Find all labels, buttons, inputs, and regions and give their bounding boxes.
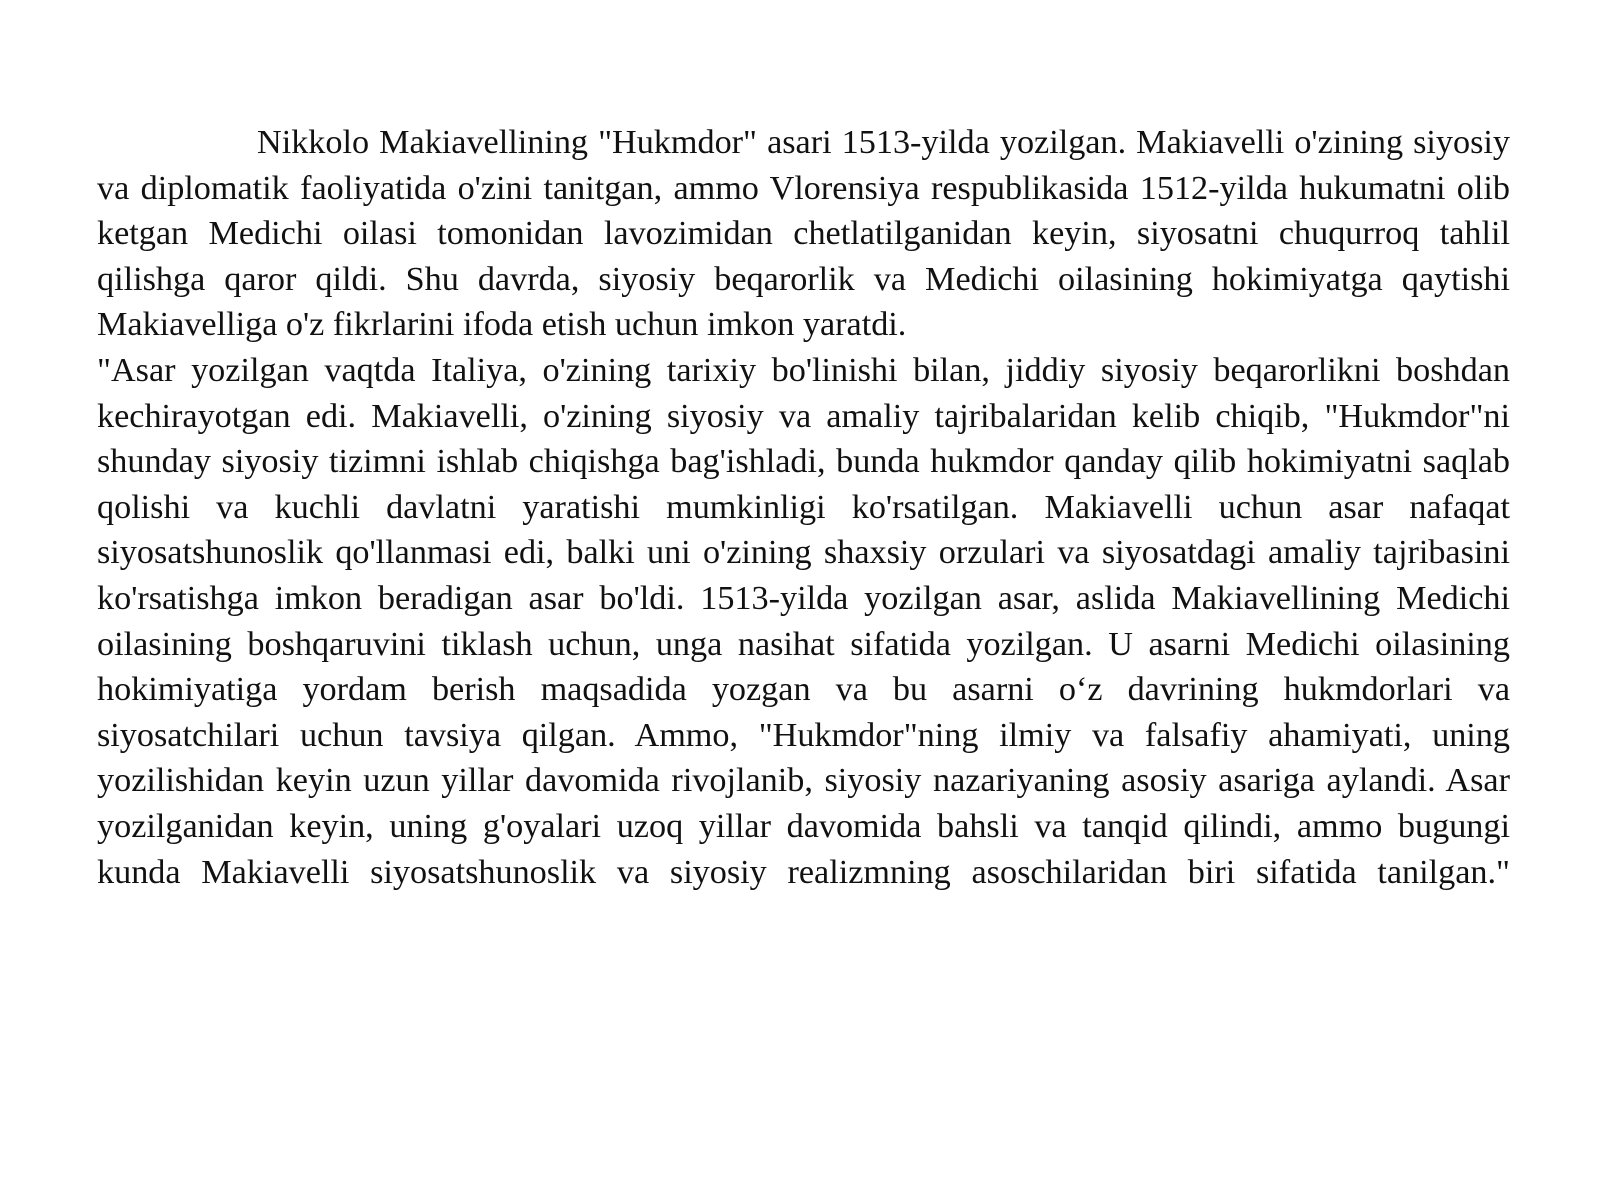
paragraph-2: "Asar yozilgan vaqtda Italiya, o'zining tarixiy bo'linishi bilan, jiddiy siyosiy beqarorlikni boshdan kechirayotgan edi. Makiavelli, o'zining siyosiy va amaliy tajribalaridan kelib chiqib, "Hukmdor"ni shunday siyosiy tizimni ishlab chiqishga bag'ishladi, bunda hukmdor qanday qilib hokimiyatni saqlab qolishi va kuchli davlatni yaratishi mumkinligi ko'rsatilgan. Makiavelli uchun asar nafaqat siyosatshunoslik qo'llanmasi edi, balki uni o'zining shaxsiy orzulari va siyosatdagi amaliy tajribasini ko'rsatishga imkon beradigan asar bo'ldi. 1513-yilda yozilgan asar, aslida Makiavellining Medichi oilasining boshqaruvini tiklash uchun, unga nasihat sifatida yozilgan. U asarni Medichi oilasining hokimiyatiga yordam berish maqsadida yozgan va bu asarni o‘z davrining hukmdorlari va siyosatchilari uchun tavsiya qilgan. Ammo, "Hukmdor"ning ilmiy va falsafiy ahamiyati, uning yozilishidan keyin uzun yillar davomida rivojlanib, siyosiy nazariyaning asosiy asariga aylandi. Asar yozilganidan keyin, uning g'oyalari uzoq yillar davomida bahsli va tanqid qilindi, ammo bugungi kunda Makiavelli siyosatshunoslik va siyosiy realizmning asoschilaridan biri sifatida tanilgan." bbox=[97, 351, 1510, 891]
paragraph-1: Nikkolo Makiavellining "Hukmdor" asari 1513-yilda yozilgan. Makiavelli o'zining siyosiy va diplomatik faoliyatida o'zini tanitgan, ammo Vlorensiya respublikasida 1512-yilda hukumatni olib ketgan Medichi oilasi tomonidan lavozimidan chetlatilganidan keyin, siyosatni chuqurroq tahlil qilishga qaror qildi. Shu davrda, siyosiy beqarorlik va Medichi oilasining hokimiyatga qaytishi Makiavelliga o'z fikrlarini ifoda etish uchun imkon yaratdi. bbox=[97, 124, 1510, 344]
document-body bbox=[97, 120, 1510, 895]
